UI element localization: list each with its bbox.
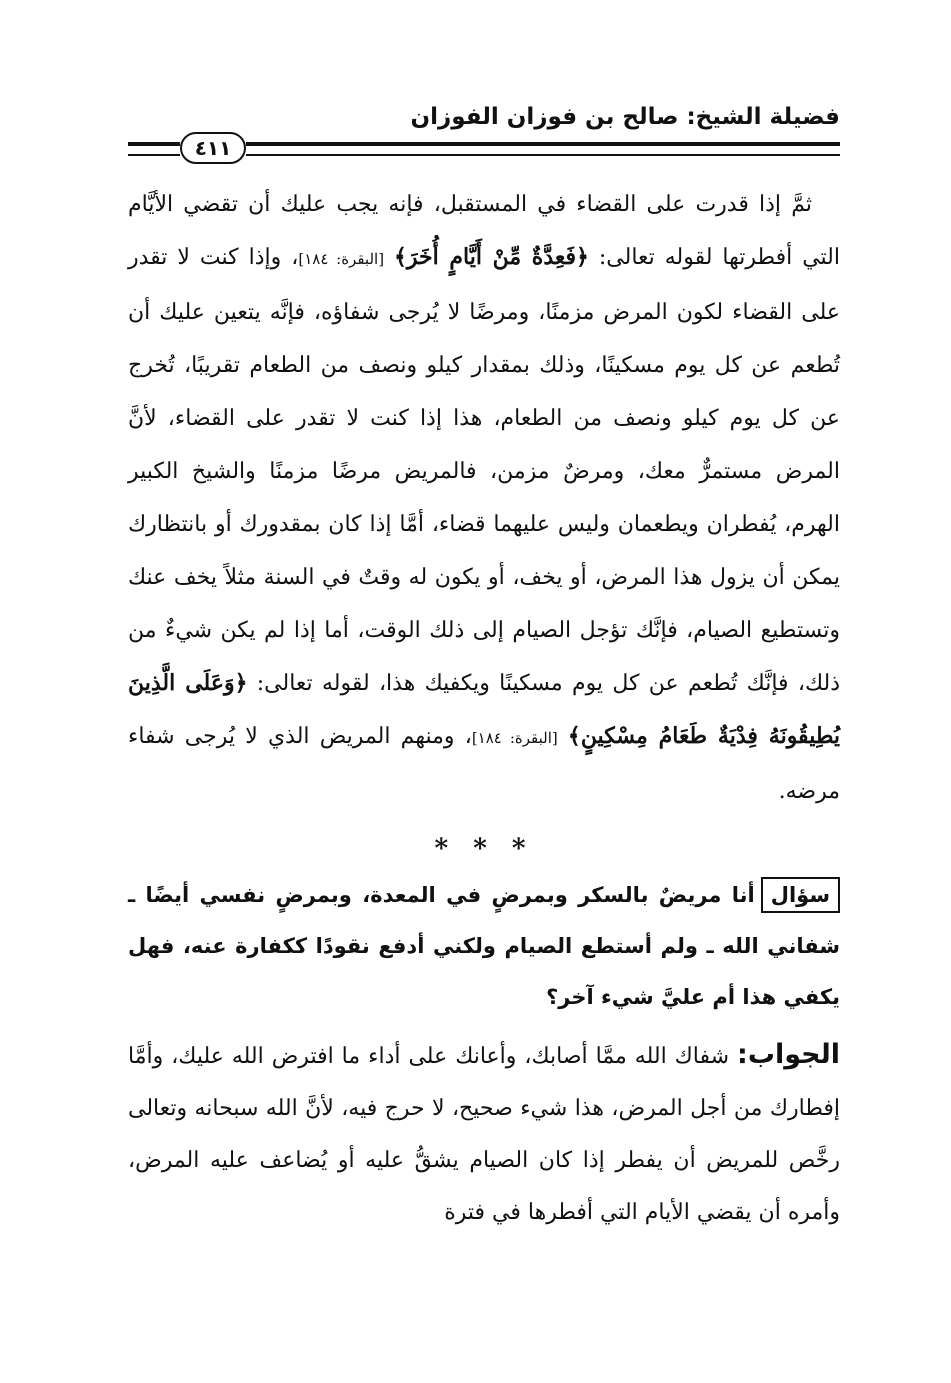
answer-text: شفاك الله ممَّا أصابك، وأعانك على أداء ما افترض الله عليك، وأمَّا إفطارك من أجل المرض، هذا شيء صحيح، لا حرج فيه، لأنَّ الله سبحانه وتعالى رخَّص للمريض أن يفطر إذا كان الصيام يشقُّ عليه أو يُضاعف عليه المرض، وأمره أن يقضي الأيام التي أفطرها في فترة [128,1044,840,1225]
quran-verse: ﴿فَعِدَّةٌ مِّنْ أَيَّامٍ أُخَرَ﴾ [394,244,589,270]
paragraph [128,178,840,818]
paragraph-text: ثمَّ إذا قدرت على القضاء في المستقبل، فإنه يجب عليك أن تقضي الأيَّام التي أفطرتها لقوله تعالى: [128,192,840,270]
page-header [128,104,840,164]
question-label: سؤال [761,877,840,913]
book-title: فضيلة الشيخ: صالح بن فوزان الفوزان [410,104,840,130]
answer [128,1029,840,1239]
quran-verse: ﴿وَعَلَى الَّذِينَ يُطِيقُونَهُ فِدْيَةٌ طَعَامُ مِسْكِينٍ﴾ [128,670,840,749]
header-rule-right [246,142,840,156]
page-content [128,178,840,1239]
question-text: أنا مريضٌ بالسكر وبمرضٍ في المعدة، وبمرضٍ نفسي أيضًا ـ شفاني الله ـ ولم أستطع الصيام ولكني أدفع نقودًا ككفارة عنه، فهل يكفي هذا أم عليَّ شيء آخر؟ [128,883,840,1009]
page-number: ٤١١ [180,132,246,164]
header-rule-left [128,142,180,156]
question [128,870,840,1023]
answer-label: الجواب: [737,1039,840,1070]
verse-reference: [البقرة: ١٨٤] [298,250,385,268]
paragraph-text: ، وإذا كنت لا تقدر على القضاء لكون المرض مزمنًا، ومرضًا لا يُرجى شفاؤه، فإنَّه يتعين عليك أن تُطعم عن كل يوم مسكينًا، وذلك بمقدار كيلو ونصف من الطعام تقريبًا، تُخرج عن كل يوم كيلو ونصف من الطعام، هذا إذا كنت لا تقدر على القضاء، لأنَّ المرض مستمرٌّ معك، ومرضٌ مزمن، فالمريض مرضًا مزمنًا والشيخ الكبير الهرم، يُفطران ويطعمان وليس عليهما قضاء، أمَّا إذا كان بمقدورك أو بانتظارك يمكن أن يزول هذا المرض، أو يخف، أو يكون له وقتٌ في السنة مثلاً يخف عنك وتستطيع الصيام، فإنَّك تؤجل الصيام إلى ذلك الوقت، أما إذا لم يكن شيءٌ من ذلك، فإنَّك تُطعم عن كل يوم مسكينًا ويكفيك هذا، لقوله تعالى: [128,245,841,696]
section-separator: * * * [434,834,534,864]
paragraph-text: ، ومنهم المريض الذي لا يُرجى شفاء مرضه. [128,724,840,804]
verse-reference: [البقرة: ١٨٤] [471,729,558,747]
